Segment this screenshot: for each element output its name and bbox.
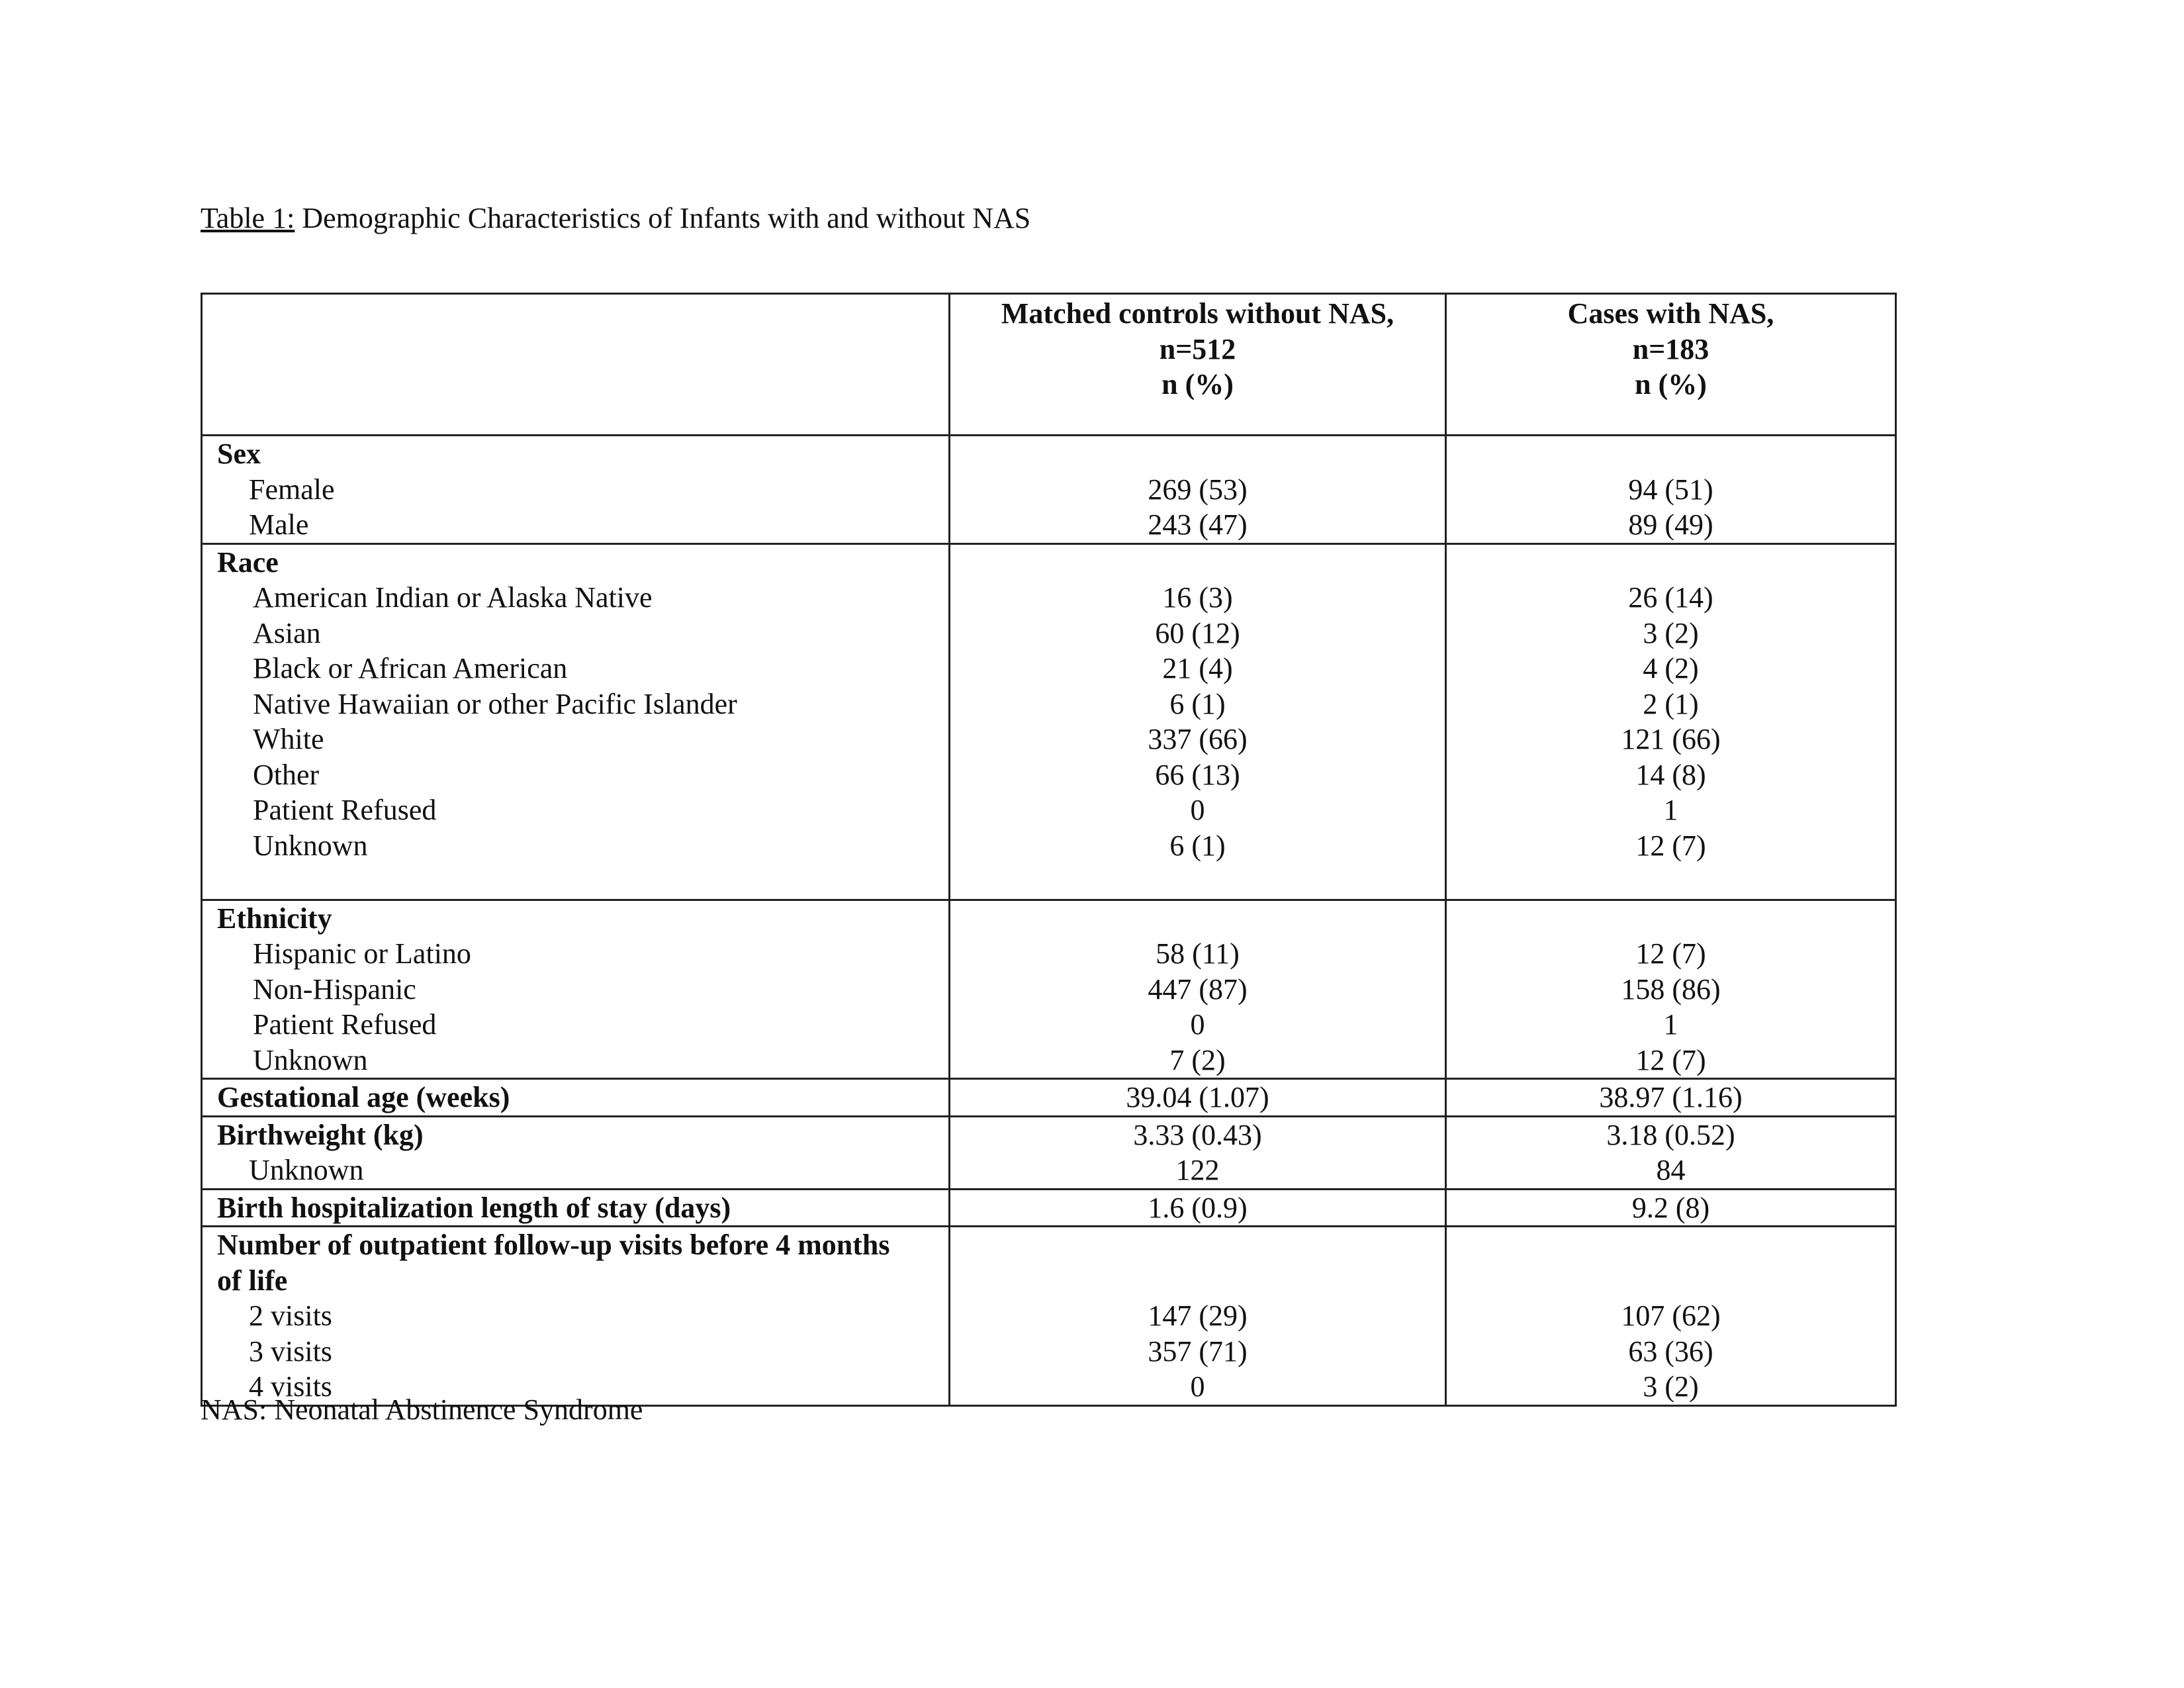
row-label: Other — [253, 758, 320, 791]
cases-value: 63 (36) — [1628, 1335, 1713, 1368]
controls-value: 447 (87) — [1148, 972, 1248, 1006]
section-sex-labels — [202, 436, 950, 544]
row-label: Non-Hispanic — [253, 972, 416, 1006]
row-label: American Indian or Alaska Native — [253, 581, 653, 614]
controls-value: 269 (53) — [1148, 473, 1248, 506]
controls-value: 58 (11) — [1156, 937, 1240, 970]
cases-value: 14 (8) — [1635, 758, 1706, 791]
controls-value: 21 (4) — [1162, 652, 1233, 684]
controls-value: 147 (29) — [1148, 1299, 1248, 1332]
controls-value: 7 (2) — [1169, 1043, 1226, 1076]
section-ethnicity-cases — [1446, 900, 1896, 1079]
row-label: Black or African American — [253, 652, 568, 684]
header-cases-cell — [1446, 294, 1896, 436]
header-controls-cell — [950, 294, 1446, 436]
cases-value: 84 — [1656, 1154, 1686, 1186]
row-label: Unknown — [253, 1043, 368, 1076]
controls-value: 0 — [1190, 1370, 1205, 1403]
row-label: Hispanic or Latino — [253, 937, 471, 970]
controls-value: 39.04 (1.07) — [1126, 1081, 1269, 1113]
cases-value: 1 — [1663, 1008, 1678, 1041]
length-of-stay-cases — [1446, 1189, 1896, 1227]
section-ethnicity-labels — [202, 900, 950, 1079]
section-visits-row — [202, 1227, 1896, 1406]
section-ethnicity-row — [202, 900, 1896, 1079]
table-header-row — [202, 294, 1896, 436]
cases-value: 26 (14) — [1628, 581, 1713, 614]
section-ethnicity-controls — [950, 900, 1446, 1079]
header-controls-line3: n (%) — [1161, 368, 1234, 400]
row-label: Patient Refused — [253, 1008, 437, 1041]
section-length-of-stay-row — [202, 1189, 1896, 1227]
gestational-age-controls — [950, 1079, 1446, 1117]
header-controls-line1: Matched controls without NAS, — [1001, 297, 1394, 330]
controls-value: 357 (71) — [1148, 1335, 1248, 1368]
section-sex-cases — [1446, 436, 1896, 544]
section-title-sex: Sex — [217, 438, 261, 470]
section-birthweight-controls — [950, 1116, 1446, 1189]
section-sex-controls — [950, 436, 1446, 544]
section-birthweight-cases — [1446, 1116, 1896, 1189]
row-label: Unknown — [253, 829, 368, 862]
row-label: White — [253, 723, 324, 755]
controls-value: 1.6 (0.9) — [1148, 1191, 1248, 1224]
cases-value: 38.97 (1.16) — [1599, 1081, 1743, 1113]
section-title-birthweight: Birthweight (kg) — [217, 1118, 424, 1151]
cases-value: 12 (7) — [1635, 1043, 1706, 1076]
row-label: 2 visits — [249, 1299, 332, 1332]
section-race-controls — [950, 543, 1446, 900]
header-cases-line3: n (%) — [1635, 368, 1707, 400]
demographics-table — [201, 293, 1897, 1407]
row-label: Native Hawaiian or other Pacific Islander — [253, 687, 737, 720]
gestational-age-cases — [1446, 1079, 1896, 1117]
cases-value: 3 (2) — [1643, 1370, 1699, 1403]
table-footnote: NAS: Neonatal Abstinence Syndrome — [201, 1393, 643, 1426]
length-of-stay-controls — [950, 1189, 1446, 1227]
row-label: Female — [249, 473, 335, 506]
controls-value: 0 — [1190, 794, 1205, 826]
row-label: Unknown — [249, 1154, 364, 1186]
cases-value: 4 (2) — [1643, 652, 1699, 684]
row-label: 3 visits — [249, 1335, 332, 1368]
cases-value: 2 (1) — [1643, 687, 1699, 720]
controls-value: 6 (1) — [1169, 829, 1226, 862]
cases-value: 12 (7) — [1635, 829, 1706, 862]
cases-value: 107 (62) — [1621, 1299, 1721, 1332]
controls-value: 243 (47) — [1148, 508, 1248, 541]
cases-value: 9.2 (8) — [1631, 1191, 1710, 1224]
section-title-gestational-age: Gestational age (weeks) — [217, 1081, 510, 1113]
cases-value: 121 (66) — [1621, 723, 1721, 755]
section-race-labels — [202, 543, 950, 900]
section-sex-row — [202, 436, 1896, 544]
section-birthweight-labels — [202, 1116, 950, 1189]
table-caption-text: Demographic Characteristics of Infants with and without NAS — [295, 202, 1031, 234]
controls-value: 6 (1) — [1169, 687, 1226, 720]
section-title-race: Race — [217, 545, 279, 579]
cases-value: 158 (86) — [1621, 972, 1721, 1006]
header-empty-cell — [202, 294, 950, 436]
section-race-cases — [1446, 543, 1896, 900]
section-race-row — [202, 543, 1896, 900]
cases-value: 12 (7) — [1635, 937, 1706, 970]
controls-value: 60 (12) — [1155, 616, 1240, 649]
header-cases-line1: Cases with NAS, — [1567, 297, 1774, 330]
controls-value: 0 — [1190, 1008, 1205, 1041]
row-label: 4 visits — [249, 1370, 332, 1403]
row-label: Male — [249, 508, 309, 541]
cases-value: 94 (51) — [1628, 473, 1713, 506]
table-caption — [201, 199, 1030, 238]
row-label: Patient Refused — [253, 794, 437, 826]
header-cases-line2: n=183 — [1632, 332, 1709, 365]
section-length-of-stay-label — [202, 1189, 950, 1227]
section-title-ethnicity: Ethnicity — [217, 902, 332, 935]
section-gestational-age-label — [202, 1079, 950, 1117]
controls-value: 3.33 (0.43) — [1133, 1118, 1262, 1151]
section-title-visits-line2: of life — [217, 1264, 288, 1297]
cases-value: 3.18 (0.52) — [1606, 1118, 1735, 1151]
cases-value: 3 (2) — [1643, 616, 1699, 649]
section-visits-controls — [950, 1227, 1446, 1406]
table-caption-label: Table 1: — [201, 202, 295, 234]
controls-value: 16 (3) — [1162, 581, 1233, 614]
section-birthweight-row — [202, 1116, 1896, 1189]
cases-value: 89 (49) — [1628, 508, 1713, 541]
controls-value: 337 (66) — [1148, 723, 1248, 755]
header-controls-line2: n=512 — [1159, 332, 1236, 365]
section-visits-labels — [202, 1227, 950, 1406]
controls-value: 122 — [1175, 1154, 1220, 1186]
section-gestational-age-row — [202, 1079, 1896, 1117]
cases-value: 1 — [1663, 794, 1678, 826]
section-visits-cases — [1446, 1227, 1896, 1406]
controls-value: 66 (13) — [1155, 758, 1240, 791]
section-title-visits-line1: Number of outpatient follow-up visits before 4 months — [217, 1229, 890, 1261]
section-title-length-of-stay: Birth hospitalization length of stay (days) — [217, 1191, 731, 1224]
row-label: Asian — [253, 616, 321, 649]
